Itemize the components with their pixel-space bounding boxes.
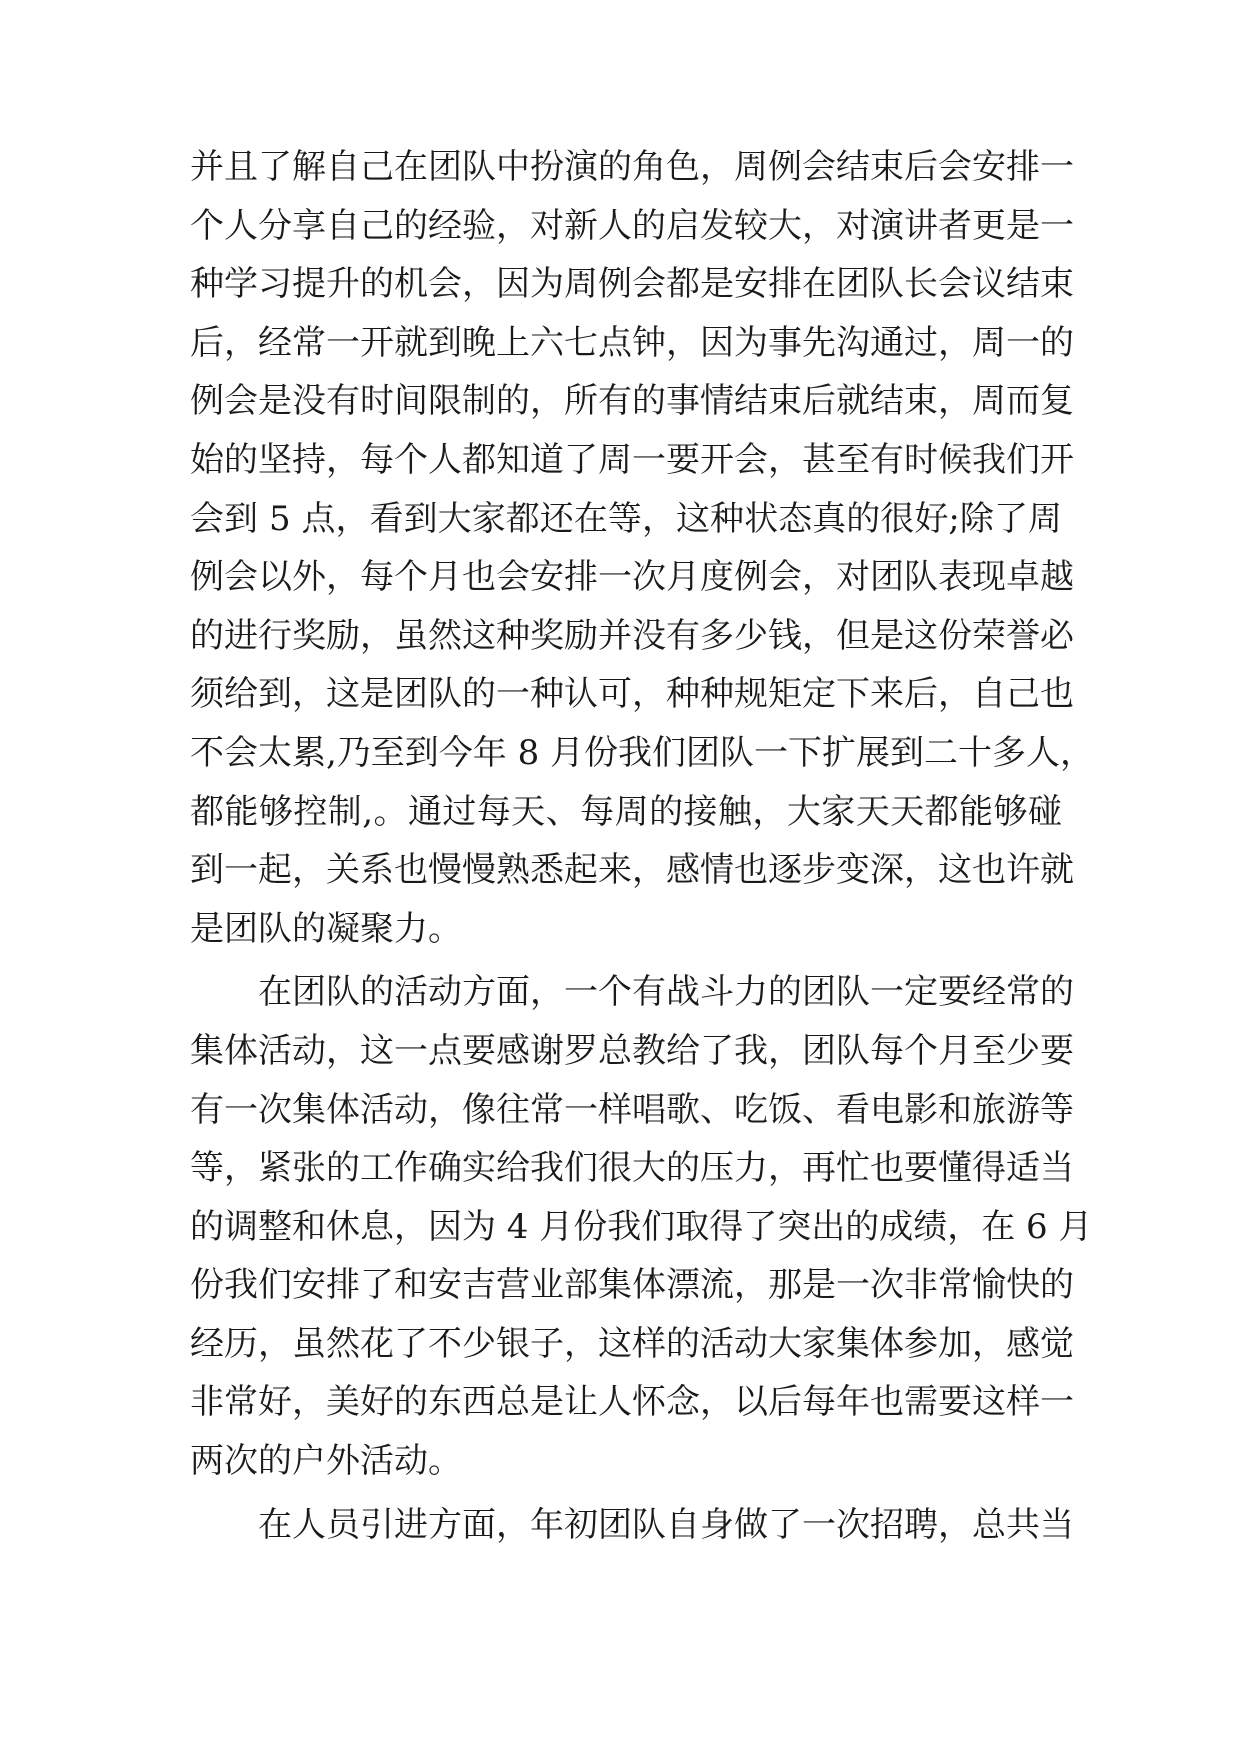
text-line: 等，紧张的工作确实给我们很大的压力，再忙也要懂得适当 [190,1148,1074,1189]
text-line: 集体活动，这一点要感谢罗总教给了我，团队每个月至少要 [190,1030,1074,1071]
text-line: 的调整和休息，因为 4 月份我们取得了突出的成绩，在 6 月 [190,1206,1093,1247]
text-line: 是团队的凝聚力。 [190,908,462,949]
text-line: 份我们安排了和安吉营业部集体漂流，那是一次非常愉快的 [190,1265,1074,1306]
text-line: 例会以外，每个月也会安排一次月度例会，对团队表现卓越 [190,557,1074,598]
text-line: 两次的户外活动。 [190,1441,462,1482]
text-line: 在人员引进方面，年初团队自身做了一次招聘，总共当 [190,1504,1074,1545]
text-line: 须给到，这是团队的一种认可，种种规矩定下来后，自己也 [190,674,1074,715]
text-line: 会到 5 点，看到大家都还在等，这种状态真的很好;除了周 [190,498,1062,539]
text-line: 个人分享自己的经验，对新人的启发较大，对演讲者更是一 [190,205,1074,246]
text-line: 并且了解自己在团队中扮演的角色，周例会结束后会安排一 [190,147,1074,187]
text-line: 例会是没有时间限制的，所有的事情结束后就结束，周而复 [190,381,1074,422]
text-line: 有一次集体活动，像往常一样唱歌、吃饭、看电影和旅游等 [190,1089,1074,1130]
text-line: 经历，虽然花了不少银子，这样的活动大家集体参加，感觉 [190,1323,1074,1364]
text-line: 始的坚持，每个人都知道了周一要开会，甚至有时候我们开 [190,439,1074,480]
body-text [190,138,1095,1554]
text-line: 种学习提升的机会，因为周例会都是安排在团队长会议结束 [190,264,1074,305]
text-line: 在团队的活动方面，一个有战斗力的团队一定要经常的 [190,972,1074,1013]
text-line: 后，经常一开就到晚上六七点钟，因为事先沟通过，周一的 [190,322,1074,363]
text-line: 都能够控制,。通过每天、每周的接触，大家天天都能够碰 [190,791,1062,832]
text-line: 非常好，美好的东西总是让人怀念，以后每年也需要这样一 [190,1382,1074,1423]
text-line: 的进行奖励，虽然这种奖励并没有多少钱，但是这份荣誉必 [190,615,1074,656]
text-line: 不会太累,乃至到今年 8 月份我们团队一下扩展到二十多人， [190,732,1095,773]
text-line: 到一起，关系也慢慢熟悉起来，感情也逐步变深，这也许就 [190,850,1074,891]
